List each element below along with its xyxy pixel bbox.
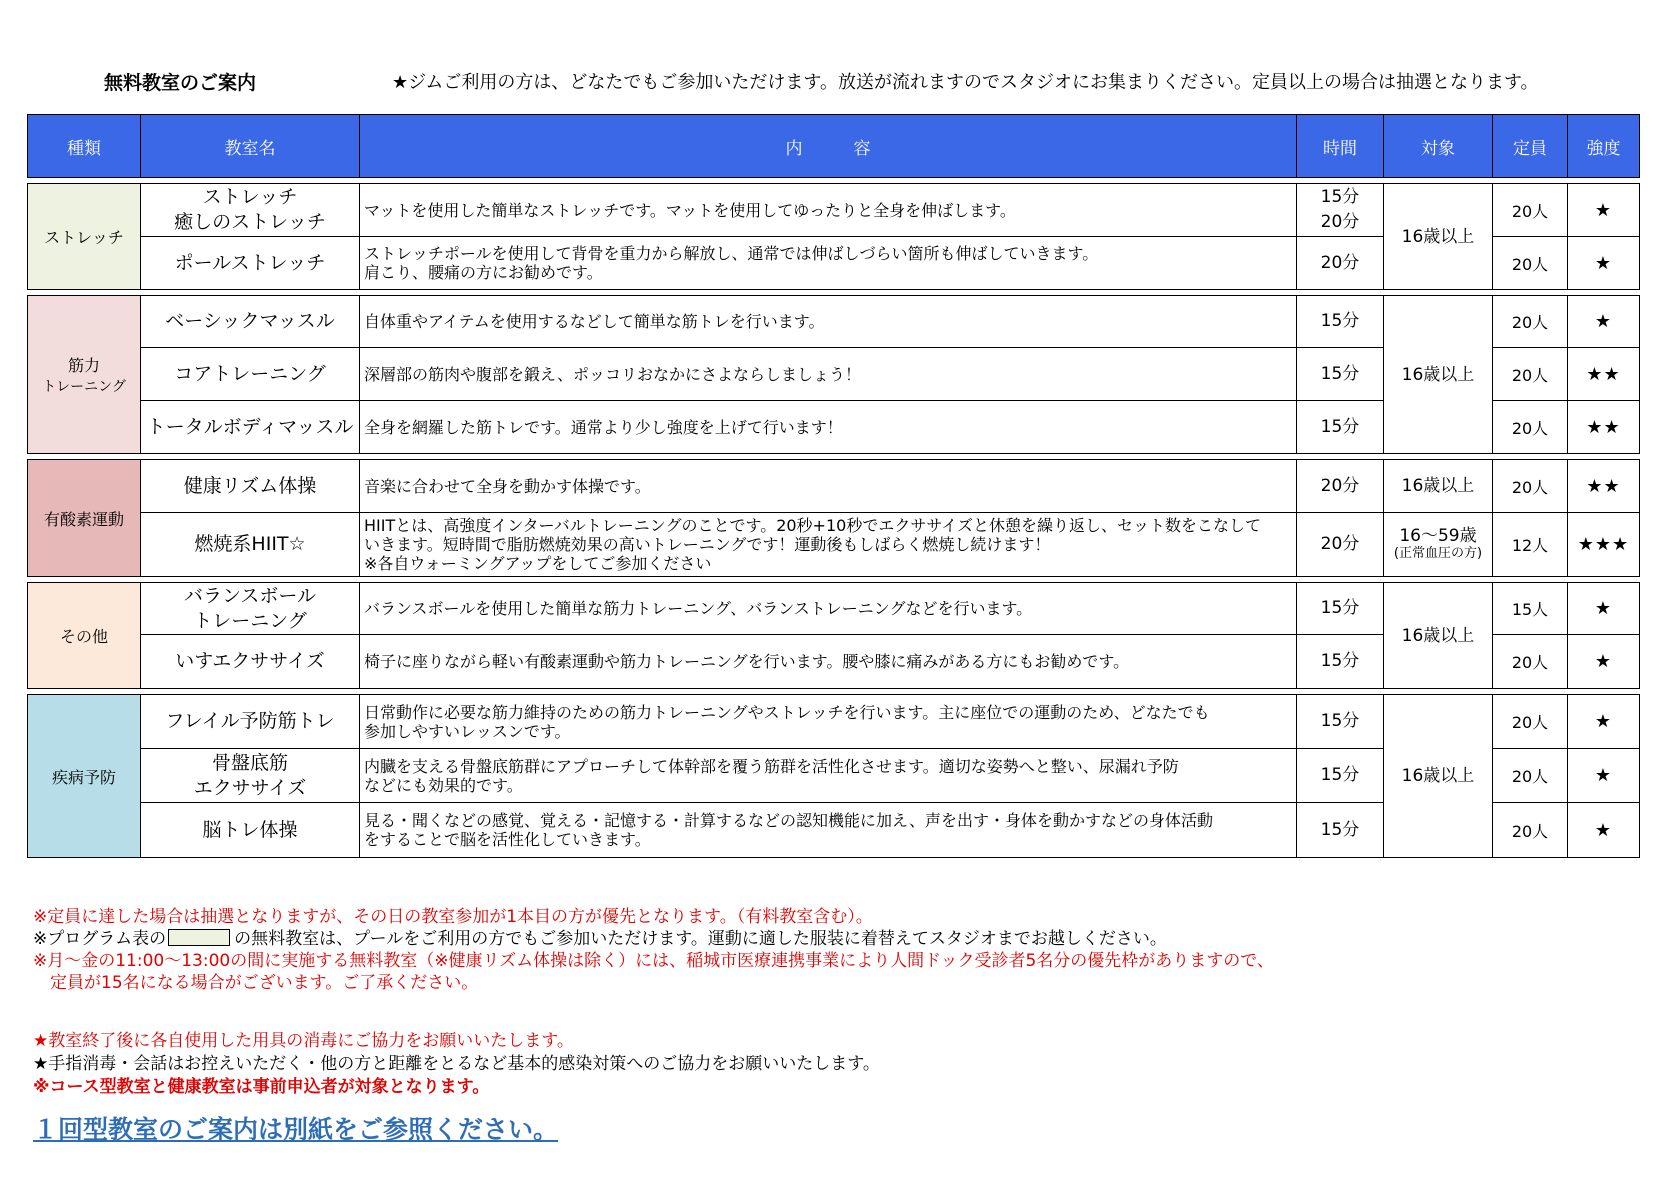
- class-name: フレイル予防筋トレ: [141, 695, 360, 749]
- class-time: 15分: [1297, 296, 1384, 348]
- class-description: 椅子に座りながら軽い有酸素運動や筋力トレーニングを行います。腰や膝に痛みがある方にもお勧めです。: [360, 635, 1297, 689]
- class-time: 15分: [1297, 401, 1384, 454]
- class-intensity: ★: [1568, 237, 1640, 290]
- class-time: 20分: [1297, 237, 1384, 290]
- class-time: 20分: [1297, 460, 1384, 513]
- class-name: 健康リズム体操: [141, 460, 360, 513]
- class-capacity: 20人: [1493, 803, 1568, 858]
- class-time: 15分: [1297, 803, 1384, 858]
- col-header-intensity: 強度: [1568, 115, 1640, 178]
- col-header-target: 対象: [1384, 115, 1493, 178]
- class-description: 内臓を支える骨盤底筋群にアプローチして体幹部を覆う筋群を活性化させます。適切な姿勢へと整い、尿漏れ予防 などにも効果的です。: [360, 749, 1297, 803]
- class-description: マットを使用した簡単なストレッチです。マットを使用してゆったりと全身を伸ばします。: [360, 184, 1297, 237]
- class-intensity: ★: [1568, 184, 1640, 237]
- class-intensity: ★★★: [1568, 513, 1640, 577]
- note-capacity-15: 定員が15名になる場合がございます。ご了承ください。: [50, 973, 479, 993]
- table-row: [28, 583, 1640, 635]
- col-header-type: 種類: [28, 115, 141, 178]
- class-capacity: 20人: [1493, 695, 1568, 749]
- class-description: 全身を網羅した筋トレです。通常より少し強度を上げて行います！: [360, 401, 1297, 454]
- class-name: 骨盤底筋 エクササイズ: [141, 749, 360, 803]
- col-header-time: 時間: [1297, 115, 1384, 178]
- class-intensity: ★: [1568, 803, 1640, 858]
- class-time: 15分 20分: [1297, 184, 1384, 237]
- class-time: 20分: [1297, 513, 1384, 577]
- class-time: 15分: [1297, 695, 1384, 749]
- class-intensity: ★★: [1568, 401, 1640, 454]
- class-capacity: 20人: [1493, 635, 1568, 689]
- class-name: 脳トレ体操: [141, 803, 360, 858]
- class-intensity: ★★: [1568, 460, 1640, 513]
- class-name: バランスボール トレーニング: [141, 583, 360, 635]
- class-time: 15分: [1297, 348, 1384, 401]
- col-header-content: 内 容: [360, 115, 1297, 178]
- table-row: [28, 184, 1640, 237]
- header-note: ★ジムご利用の方は、どなたでもご参加いただけます。放送が流れますのでスタジオにお集まりください。定員以上の場合は抽選となります。: [392, 72, 1539, 93]
- note-pool-suffix: の無料教室は、プールをご利用の方でもご参加いただけます。運動に適した服装に着替えてスタジオまでお越しください。: [234, 929, 1167, 949]
- notes-section: [33, 906, 1274, 994]
- note-priority-slots: ※月～金の11:00～13:00の間に実施する無料教室（※健康リズム体操は除く）には、稲城市医療連携事業により人間ドック受診者5名分の優先枠がありますので、: [33, 951, 1274, 971]
- table-header-row: [28, 115, 1640, 178]
- note-infection-control: ★手指消毒・会話はお控えいただく・他の方と距離をとるなど基本的感染対策へのご協力をお願いいたします。: [33, 1054, 880, 1074]
- note-lottery: ※定員に達した場合は抽選となりますが、その日の教室参加が1本目の方が優先となります。（有料教室含む）。: [33, 907, 873, 927]
- class-time: 15分: [1297, 749, 1384, 803]
- class-capacity: 20人: [1493, 460, 1568, 513]
- class-name: トータルボディマッスル: [141, 401, 360, 454]
- class-name: ストレッチ 癒しのストレッチ: [141, 184, 360, 237]
- class-description: バランスボールを使用した簡単な筋力トレーニング、バランストレーニングなどを行います。: [360, 583, 1297, 635]
- class-capacity: 15人: [1493, 583, 1568, 635]
- class-capacity: 20人: [1493, 296, 1568, 348]
- target-age: 16〜59歳: [1399, 525, 1477, 546]
- page-title: 無料教室のご案内: [104, 72, 257, 94]
- col-header-class-name: 教室名: [141, 115, 360, 178]
- class-time: 15分: [1297, 583, 1384, 635]
- class-description: ストレッチポールを使用して背骨を重力から解放し、通常では伸ばしづらい箇所も伸ばしていきます。 肩こり、腰痛の方にお勧めです。: [360, 237, 1297, 290]
- class-name: 燃焼系HIIT☆: [141, 513, 360, 577]
- class-intensity: ★: [1568, 749, 1640, 803]
- class-schedule-table: [27, 114, 1640, 858]
- table-row: [28, 695, 1640, 749]
- category-aerobic: 有酸素運動: [28, 460, 141, 577]
- class-name: コアトレーニング: [141, 348, 360, 401]
- category-stretch: ストレッチ: [28, 184, 141, 290]
- class-intensity: ★: [1568, 583, 1640, 635]
- class-target: 16歳以上: [1384, 296, 1493, 454]
- class-name: ベーシックマッスル: [141, 296, 360, 348]
- class-capacity: 20人: [1493, 348, 1568, 401]
- class-description: HIITとは、高強度インターバルトレーニングのことです。20秒+10秒でエクササイズと休憩を繰り返し、セット数をこなして いきます。短時間で脂肪燃焼効果の高いトレーニングです！運動後もしばらく燃焼し続けます！ ※各自ウォーミングアップをしてご参加ください: [360, 513, 1297, 577]
- class-capacity: 20人: [1493, 184, 1568, 237]
- single-session-link[interactable]: １回型教室のご案内は別紙をご参照ください。: [33, 1115, 559, 1144]
- class-description: 深層部の筋肉や腹部を鍛え、ポッコリおなかにさよならしましょう！: [360, 348, 1297, 401]
- category-other: その他: [28, 583, 141, 689]
- class-description: 音楽に合わせて全身を動かす体操です。: [360, 460, 1297, 513]
- note-preregistration: ※コース型教室と健康教室は事前申込者が対象となります。: [33, 1077, 490, 1097]
- class-target: 16歳以上: [1384, 695, 1493, 858]
- class-capacity: 20人: [1493, 749, 1568, 803]
- class-intensity: ★★: [1568, 348, 1640, 401]
- bottom-notes-section: [33, 1030, 880, 1099]
- class-capacity: 20人: [1493, 237, 1568, 290]
- category-label: 筋力: [67, 356, 100, 375]
- class-intensity: ★: [1568, 296, 1640, 348]
- note-disinfect: ★教室終了後に各自使用した用具の消毒にご協力をお願いいたします。: [33, 1031, 574, 1051]
- stretch-color-swatch: [168, 929, 230, 946]
- category-sublabel: トレーニング: [42, 379, 126, 395]
- class-capacity: 20人: [1493, 401, 1568, 454]
- table-row: [28, 460, 1640, 513]
- class-description: 見る・聞くなどの感覚、覚える・記憶する・計算するなどの認知機能に加え、声を出す・身体を動かすなどの身体活動 をすることで脳を活性化していきます。: [360, 803, 1297, 858]
- class-name: いすエクササイズ: [141, 635, 360, 689]
- class-description: 日常動作に必要な筋力維持のための筋力トレーニングやストレッチを行います。主に座位での運動のため、どなたでも 参加しやすいレッスンです。: [360, 695, 1297, 749]
- table-row: [28, 513, 1640, 577]
- note-pool-prefix: ※プログラム表の: [33, 929, 167, 949]
- category-disease-prevention: 疾病予防: [28, 695, 141, 858]
- class-target: 16歳以上: [1384, 184, 1493, 290]
- note-pool-users: [33, 928, 1274, 950]
- col-header-capacity: 定員: [1493, 115, 1568, 178]
- class-target: 16歳以上: [1384, 583, 1493, 689]
- class-name: ポールストレッチ: [141, 237, 360, 290]
- class-description: 自体重やアイテムを使用するなどして簡単な筋トレを行います。: [360, 296, 1297, 348]
- class-capacity: 12人: [1493, 513, 1568, 577]
- category-strength: [28, 296, 141, 454]
- table-row: [28, 296, 1640, 348]
- class-target: [1384, 513, 1493, 577]
- class-time: 15分: [1297, 635, 1384, 689]
- class-target: 16歳以上: [1384, 460, 1493, 513]
- target-condition: (正常血圧の方): [1393, 545, 1483, 561]
- class-intensity: ★: [1568, 695, 1640, 749]
- class-intensity: ★: [1568, 635, 1640, 689]
